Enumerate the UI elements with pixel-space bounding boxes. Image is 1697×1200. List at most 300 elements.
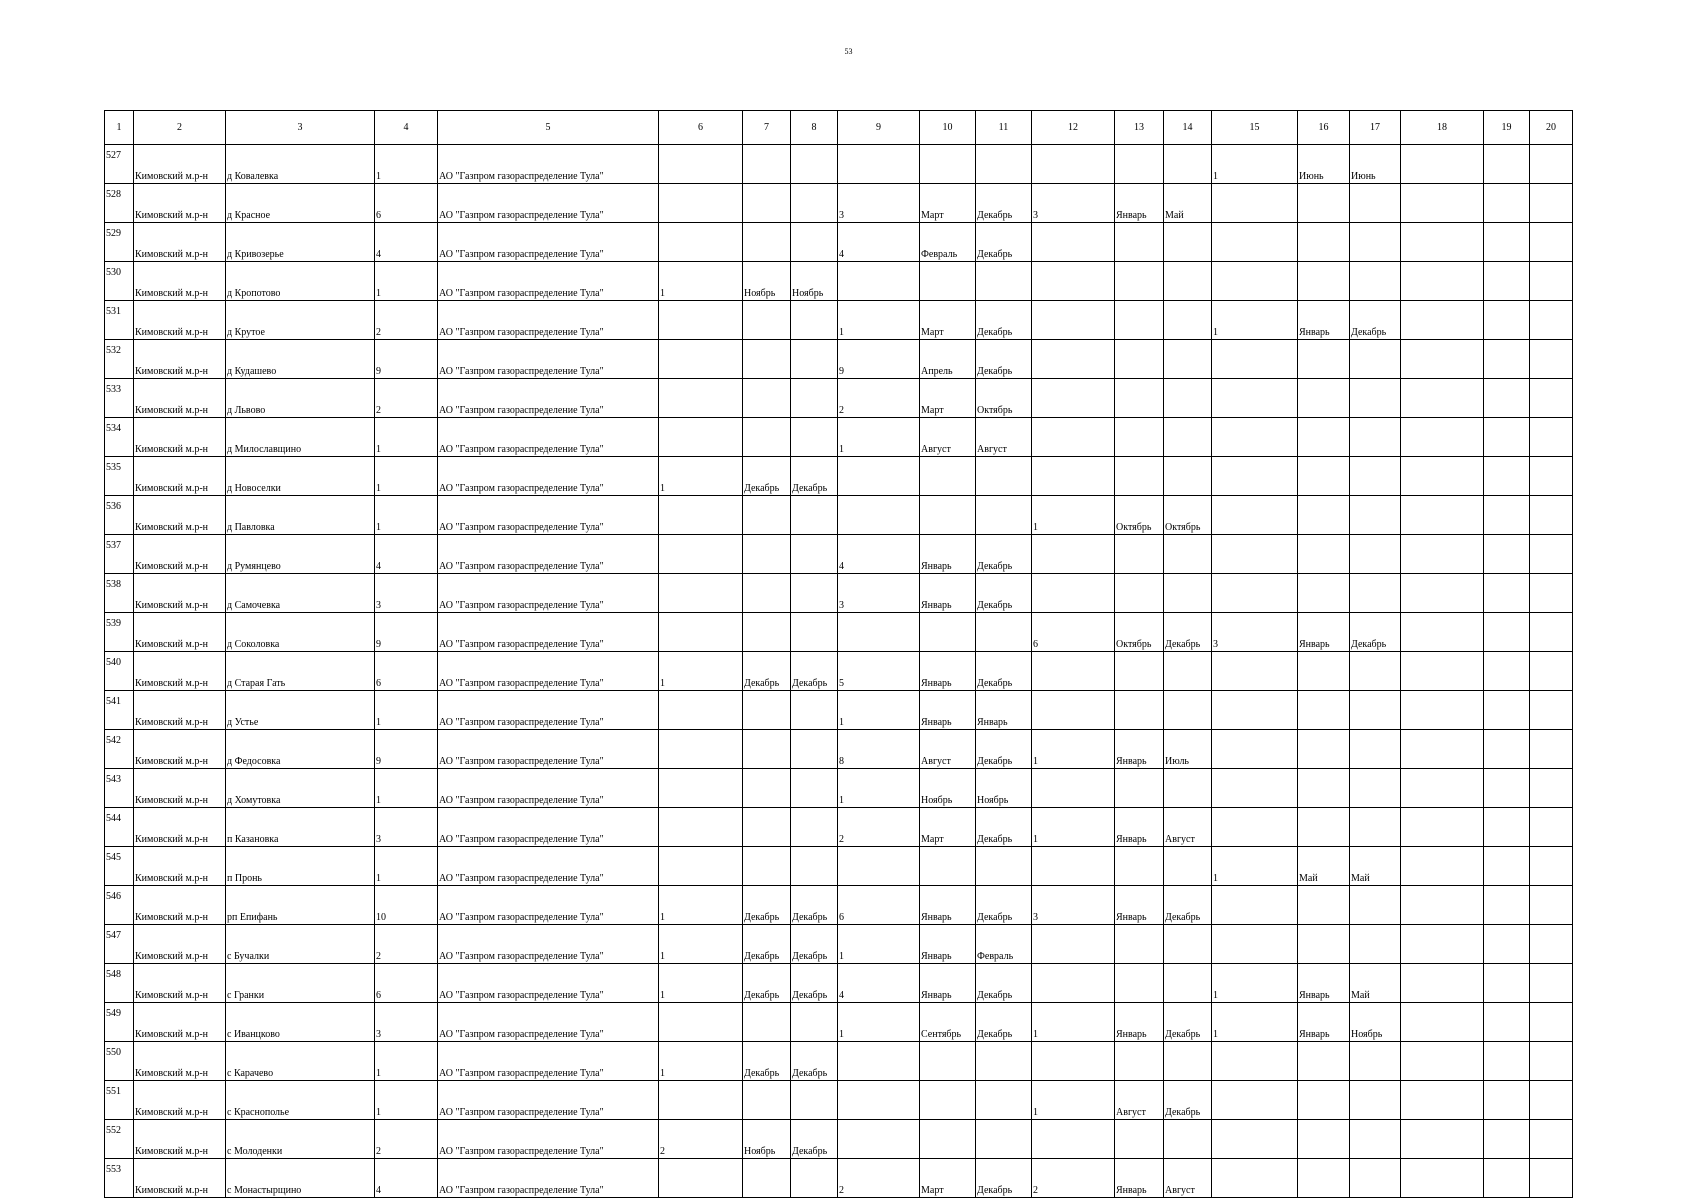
table-cell: Январь: [1115, 1003, 1164, 1042]
table-cell: Январь: [1115, 1159, 1164, 1198]
table-cell: [791, 145, 838, 184]
row-number-cell: 535: [105, 457, 134, 496]
table-cell: п Казановка: [226, 808, 375, 847]
row-number-cell: 550: [105, 1042, 134, 1081]
table-cell: 1: [1032, 1003, 1115, 1042]
row-number-cell: 548: [105, 964, 134, 1003]
table-cell: Январь: [1298, 1003, 1350, 1042]
table-cell: [1401, 1081, 1484, 1120]
table-cell: АО "Газпром газораспределение Тула": [438, 847, 659, 886]
table-cell: с Гранки: [226, 964, 375, 1003]
table-cell: [1212, 379, 1298, 418]
table-cell: с Бучалки: [226, 925, 375, 964]
table-cell: [1032, 574, 1115, 613]
table-cell: Декабрь: [976, 184, 1032, 223]
table-cell: Кимовский м.р-н: [134, 262, 226, 301]
table-cell: [1530, 613, 1573, 652]
table-cell: 1: [375, 1042, 438, 1081]
table-cell: [976, 613, 1032, 652]
table-cell: [1350, 1081, 1401, 1120]
table-cell: [659, 418, 743, 457]
table-cell: 2: [659, 1120, 743, 1159]
table-cell: [1401, 1003, 1484, 1042]
table-cell: [659, 808, 743, 847]
table-cell: Кимовский м.р-н: [134, 496, 226, 535]
table-cell: д Красное: [226, 184, 375, 223]
table-cell: [1212, 574, 1298, 613]
table-cell: с Карачево: [226, 1042, 375, 1081]
table-cell: Кимовский м.р-н: [134, 1081, 226, 1120]
table-cell: Кимовский м.р-н: [134, 1003, 226, 1042]
table-cell: АО "Газпром газораспределение Тула": [438, 223, 659, 262]
column-header: 17: [1350, 111, 1401, 145]
table-cell: 1: [375, 496, 438, 535]
table-cell: [1530, 1159, 1573, 1198]
row-number-cell: 538: [105, 574, 134, 613]
table-cell: [1401, 340, 1484, 379]
table-row: [105, 535, 1573, 574]
table-cell: 6: [1032, 613, 1115, 652]
table-cell: [1401, 145, 1484, 184]
table-cell: [1350, 340, 1401, 379]
table-cell: [1032, 223, 1115, 262]
row-number-cell: 529: [105, 223, 134, 262]
table-cell: [1401, 379, 1484, 418]
table-cell: [1401, 613, 1484, 652]
table-cell: Кимовский м.р-н: [134, 730, 226, 769]
table-cell: [1298, 418, 1350, 457]
table-cell: [1164, 379, 1212, 418]
table-row: [105, 1081, 1573, 1120]
page-number: 53: [844, 47, 853, 56]
table-cell: [976, 145, 1032, 184]
table-cell: 1: [659, 652, 743, 691]
table-cell: Декабрь: [976, 964, 1032, 1003]
table-cell: [1484, 1120, 1530, 1159]
table-row: [105, 184, 1573, 223]
table-cell: [659, 1159, 743, 1198]
table-cell: рп Епифань: [226, 886, 375, 925]
table-cell: [1350, 418, 1401, 457]
table-cell: Январь: [920, 535, 976, 574]
table-cell: [743, 769, 791, 808]
table-cell: [1484, 925, 1530, 964]
table-cell: [838, 1081, 920, 1120]
column-header: 2: [134, 111, 226, 145]
table-cell: 9: [838, 340, 920, 379]
table-cell: [1212, 1081, 1298, 1120]
table-cell: Январь: [920, 964, 976, 1003]
table-cell: [1484, 457, 1530, 496]
table-cell: 1: [659, 457, 743, 496]
table-cell: Март: [920, 1159, 976, 1198]
table-cell: [1115, 574, 1164, 613]
row-number-cell: 543: [105, 769, 134, 808]
table-cell: [838, 1120, 920, 1159]
table-cell: 2: [838, 808, 920, 847]
table-cell: Кимовский м.р-н: [134, 808, 226, 847]
table-cell: [1530, 457, 1573, 496]
table-cell: Декабрь: [743, 886, 791, 925]
table-cell: 1: [838, 691, 920, 730]
table-cell: [791, 184, 838, 223]
table-cell: [1401, 847, 1484, 886]
table-cell: [659, 847, 743, 886]
column-header: 3: [226, 111, 375, 145]
table-cell: Кимовский м.р-н: [134, 418, 226, 457]
table-cell: [1530, 535, 1573, 574]
table-cell: 1: [375, 769, 438, 808]
table-cell: Декабрь: [976, 1003, 1032, 1042]
row-number-cell: 530: [105, 262, 134, 301]
table-cell: [976, 496, 1032, 535]
table-cell: [1530, 691, 1573, 730]
table-cell: Декабрь: [976, 808, 1032, 847]
table-cell: [791, 847, 838, 886]
table-cell: Сентябрь: [920, 1003, 976, 1042]
table-cell: [659, 223, 743, 262]
table-cell: [1298, 496, 1350, 535]
table-cell: [743, 1159, 791, 1198]
table-cell: [1298, 184, 1350, 223]
table-cell: 4: [838, 964, 920, 1003]
table-cell: Кимовский м.р-н: [134, 1120, 226, 1159]
table-cell: Декабрь: [743, 925, 791, 964]
table-cell: [1484, 262, 1530, 301]
table-cell: [1115, 964, 1164, 1003]
table-cell: [1484, 964, 1530, 1003]
table-cell: [1484, 145, 1530, 184]
table-cell: [1484, 691, 1530, 730]
table-cell: Декабрь: [976, 1159, 1032, 1198]
table-cell: [1115, 145, 1164, 184]
table-cell: д Павловка: [226, 496, 375, 535]
table-cell: Январь: [1298, 301, 1350, 340]
table-cell: 1: [375, 691, 438, 730]
table-cell: [1484, 418, 1530, 457]
table-cell: 1: [838, 925, 920, 964]
table-row: [105, 1120, 1573, 1159]
table-cell: [1164, 145, 1212, 184]
table-cell: [1164, 1042, 1212, 1081]
table-cell: 4: [375, 1159, 438, 1198]
table-cell: д Хомутовка: [226, 769, 375, 808]
table-cell: [1115, 223, 1164, 262]
table-row: [105, 262, 1573, 301]
table-cell: [1530, 184, 1573, 223]
table-cell: АО "Газпром газораспределение Тула": [438, 886, 659, 925]
table-cell: Июнь: [1350, 145, 1401, 184]
table-cell: Кимовский м.р-н: [134, 1159, 226, 1198]
table-cell: 1: [659, 964, 743, 1003]
table-cell: [976, 1042, 1032, 1081]
table-cell: [659, 574, 743, 613]
table-row: [105, 808, 1573, 847]
table-cell: [1298, 730, 1350, 769]
table-cell: [1032, 535, 1115, 574]
table-row: [105, 925, 1573, 964]
column-header: 19: [1484, 111, 1530, 145]
table-cell: Май: [1350, 964, 1401, 1003]
table-cell: [1298, 535, 1350, 574]
table-cell: [1401, 652, 1484, 691]
table-cell: [1530, 574, 1573, 613]
table-cell: [791, 301, 838, 340]
table-cell: 1: [1032, 730, 1115, 769]
column-header: 13: [1115, 111, 1164, 145]
table-cell: [1298, 1042, 1350, 1081]
table-cell: [743, 496, 791, 535]
table-cell: д Кудашево: [226, 340, 375, 379]
table-cell: 8: [838, 730, 920, 769]
table-cell: [1350, 379, 1401, 418]
table-cell: [1115, 535, 1164, 574]
table-cell: [1484, 535, 1530, 574]
table-cell: [1530, 301, 1573, 340]
table-cell: Декабрь: [976, 886, 1032, 925]
table-cell: 1: [659, 1042, 743, 1081]
table-cell: [791, 379, 838, 418]
table-cell: [1298, 379, 1350, 418]
table-cell: [1484, 574, 1530, 613]
table-cell: [1164, 574, 1212, 613]
table-cell: АО "Газпром газораспределение Тула": [438, 1120, 659, 1159]
table-cell: 1: [838, 1003, 920, 1042]
table-cell: 3: [838, 184, 920, 223]
table-cell: Январь: [1115, 184, 1164, 223]
table-cell: [743, 847, 791, 886]
table-cell: [1350, 925, 1401, 964]
table-row: [105, 613, 1573, 652]
table-cell: Кимовский м.р-н: [134, 379, 226, 418]
table-cell: [1401, 184, 1484, 223]
table-cell: [1530, 925, 1573, 964]
table-cell: 3: [838, 574, 920, 613]
table-cell: [920, 613, 976, 652]
table-cell: 1: [1032, 1081, 1115, 1120]
table-cell: 3: [1032, 886, 1115, 925]
column-header: 7: [743, 111, 791, 145]
table-cell: 1: [375, 262, 438, 301]
table-cell: АО "Газпром газораспределение Тула": [438, 535, 659, 574]
table-cell: [659, 184, 743, 223]
table-cell: [791, 496, 838, 535]
table-cell: [1484, 301, 1530, 340]
table-cell: [1530, 1120, 1573, 1159]
table-cell: [838, 145, 920, 184]
table-cell: [1164, 964, 1212, 1003]
table-cell: Кимовский м.р-н: [134, 145, 226, 184]
table-cell: [791, 808, 838, 847]
table-cell: 1: [659, 262, 743, 301]
table-cell: 1: [1212, 847, 1298, 886]
table-row: [105, 145, 1573, 184]
table-cell: [838, 1042, 920, 1081]
table-cell: 4: [838, 535, 920, 574]
table-cell: Декабрь: [1164, 1081, 1212, 1120]
table-cell: [791, 418, 838, 457]
table-cell: [743, 379, 791, 418]
table-cell: Декабрь: [743, 1042, 791, 1081]
table-cell: [1115, 925, 1164, 964]
table-cell: [1164, 340, 1212, 379]
table-cell: Июнь: [1298, 145, 1350, 184]
table-cell: [1032, 925, 1115, 964]
table-cell: [1115, 457, 1164, 496]
table-cell: Июль: [1164, 730, 1212, 769]
table-cell: [1401, 496, 1484, 535]
table-cell: 4: [375, 223, 438, 262]
table-cell: [1212, 457, 1298, 496]
table-cell: 1: [1032, 496, 1115, 535]
table-cell: Май: [1298, 847, 1350, 886]
table-cell: [659, 301, 743, 340]
table-cell: [1484, 1081, 1530, 1120]
table-cell: [1530, 418, 1573, 457]
table-cell: [1530, 340, 1573, 379]
table-cell: [976, 1081, 1032, 1120]
table-cell: [1484, 730, 1530, 769]
column-header: 15: [1212, 111, 1298, 145]
table-cell: 1: [1212, 145, 1298, 184]
table-row: [105, 340, 1573, 379]
table-cell: Декабрь: [976, 340, 1032, 379]
table-cell: [1530, 223, 1573, 262]
table-cell: 1: [375, 145, 438, 184]
table-cell: АО "Газпром газораспределение Тула": [438, 691, 659, 730]
table-cell: [1164, 847, 1212, 886]
table-cell: [1350, 691, 1401, 730]
table-cell: Март: [920, 184, 976, 223]
table-cell: Кимовский м.р-н: [134, 613, 226, 652]
table-cell: [1530, 652, 1573, 691]
row-number-cell: 531: [105, 301, 134, 340]
row-number-cell: 547: [105, 925, 134, 964]
table-cell: [1115, 769, 1164, 808]
table-cell: [1212, 223, 1298, 262]
table-cell: 3: [1212, 613, 1298, 652]
table-cell: [1401, 925, 1484, 964]
table-cell: [1484, 886, 1530, 925]
table-cell: [1401, 1159, 1484, 1198]
table-cell: Май: [1350, 847, 1401, 886]
column-header: 20: [1530, 111, 1573, 145]
table-cell: [1212, 340, 1298, 379]
table-cell: Ноябрь: [1350, 1003, 1401, 1042]
table-cell: [659, 769, 743, 808]
table-cell: Январь: [920, 574, 976, 613]
table-cell: АО "Газпром газораспределение Тула": [438, 496, 659, 535]
table-cell: [791, 769, 838, 808]
table-cell: Декабрь: [1164, 613, 1212, 652]
table-cell: Декабрь: [791, 1120, 838, 1159]
table-cell: [1484, 223, 1530, 262]
table-cell: Декабрь: [791, 964, 838, 1003]
row-number-cell: 537: [105, 535, 134, 574]
column-header: 9: [838, 111, 920, 145]
column-header: 10: [920, 111, 976, 145]
table-cell: АО "Газпром газораспределение Тула": [438, 262, 659, 301]
table-cell: [1350, 184, 1401, 223]
table-cell: АО "Газпром газораспределение Тула": [438, 1042, 659, 1081]
row-number-cell: 542: [105, 730, 134, 769]
row-number-cell: 551: [105, 1081, 134, 1120]
table-cell: Кимовский м.р-н: [134, 223, 226, 262]
table-cell: 2: [838, 379, 920, 418]
table-cell: [1401, 535, 1484, 574]
table-cell: [1164, 925, 1212, 964]
table-cell: 2: [375, 925, 438, 964]
table-cell: [659, 730, 743, 769]
table-cell: [1212, 262, 1298, 301]
table-cell: [1164, 769, 1212, 808]
table-cell: [1115, 262, 1164, 301]
table-cell: [1212, 925, 1298, 964]
table-cell: 4: [375, 535, 438, 574]
table-cell: [838, 262, 920, 301]
table-cell: [1298, 457, 1350, 496]
table-cell: [791, 535, 838, 574]
table-cell: [1401, 886, 1484, 925]
table-cell: [1401, 262, 1484, 301]
row-number-cell: 539: [105, 613, 134, 652]
column-header: 16: [1298, 111, 1350, 145]
table-cell: [1164, 691, 1212, 730]
table-cell: Декабрь: [1350, 613, 1401, 652]
table-cell: [1032, 652, 1115, 691]
table-cell: [1115, 1042, 1164, 1081]
table-cell: АО "Газпром газораспределение Тула": [438, 769, 659, 808]
table-cell: Январь: [1115, 730, 1164, 769]
table-cell: [1115, 1120, 1164, 1159]
table-cell: [920, 1120, 976, 1159]
table-row: [105, 730, 1573, 769]
table-cell: [1115, 691, 1164, 730]
row-number-cell: 533: [105, 379, 134, 418]
table-cell: [1530, 145, 1573, 184]
table-cell: Кимовский м.р-н: [134, 886, 226, 925]
table-cell: 1: [659, 925, 743, 964]
table-cell: Ноябрь: [920, 769, 976, 808]
table-cell: [1164, 262, 1212, 301]
table-cell: [1530, 1003, 1573, 1042]
table-cell: АО "Газпром газораспределение Тула": [438, 418, 659, 457]
table-cell: [976, 457, 1032, 496]
table-row: [105, 301, 1573, 340]
table-cell: [1212, 808, 1298, 847]
table-cell: д Новоселки: [226, 457, 375, 496]
table-cell: АО "Газпром газораспределение Тула": [438, 652, 659, 691]
table-cell: [1032, 691, 1115, 730]
table-cell: д Старая Гать: [226, 652, 375, 691]
table-cell: д Самочевка: [226, 574, 375, 613]
table-cell: [1401, 1120, 1484, 1159]
table-cell: Декабрь: [791, 886, 838, 925]
table-cell: [1401, 691, 1484, 730]
table-cell: Январь: [920, 886, 976, 925]
table-cell: с Иванцково: [226, 1003, 375, 1042]
table-cell: [838, 496, 920, 535]
table-cell: п Пронь: [226, 847, 375, 886]
table-cell: [1484, 379, 1530, 418]
table-cell: [743, 184, 791, 223]
table-cell: Кимовский м.р-н: [134, 652, 226, 691]
table-cell: 1: [838, 418, 920, 457]
table-cell: [1298, 691, 1350, 730]
table-cell: [1212, 691, 1298, 730]
column-header: 6: [659, 111, 743, 145]
table-cell: 1: [1032, 808, 1115, 847]
